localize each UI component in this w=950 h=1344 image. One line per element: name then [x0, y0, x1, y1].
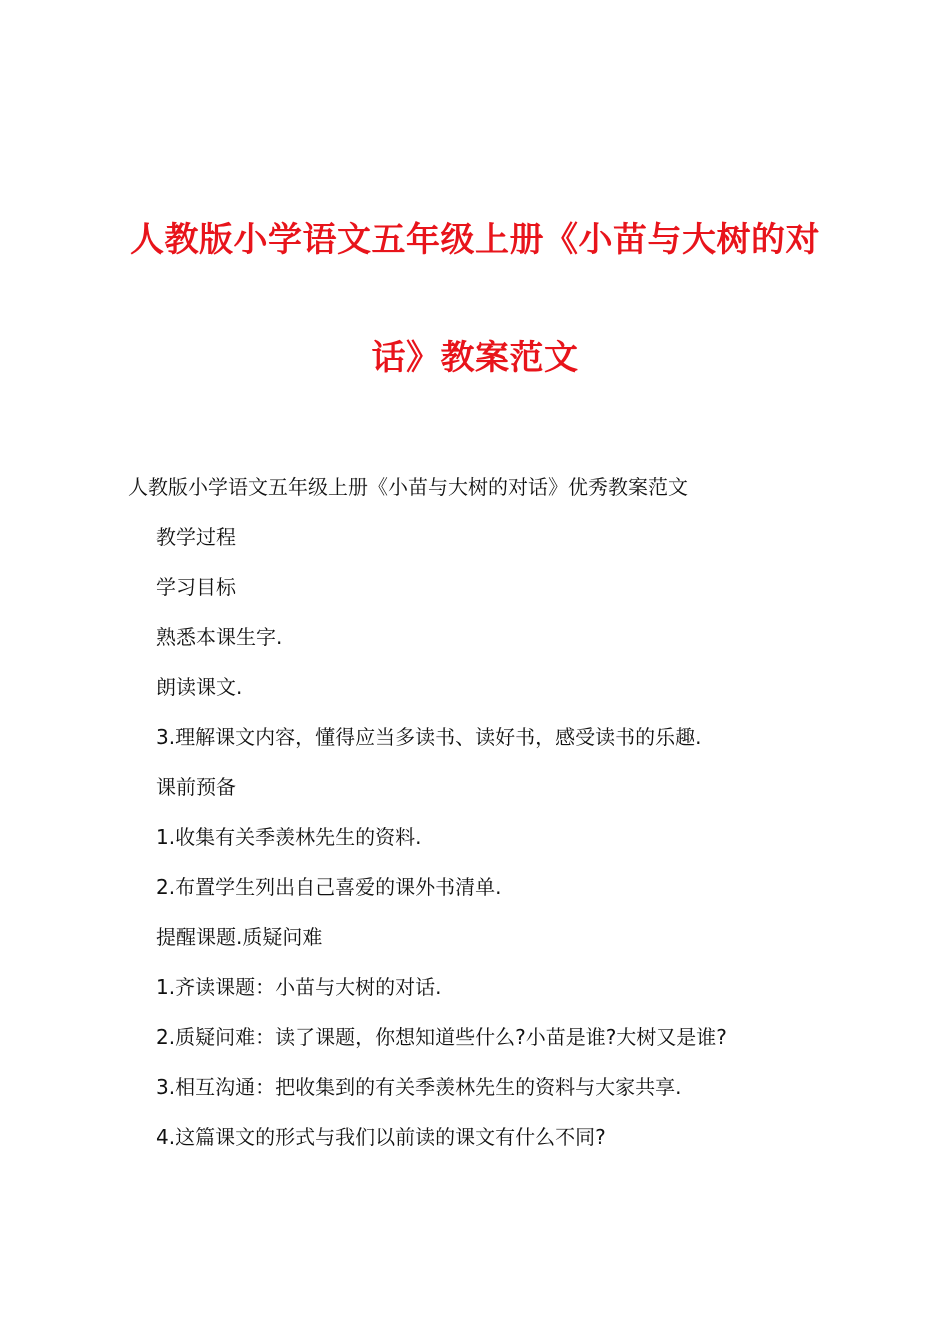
document-title-line-2: 话》教案范文 — [371, 338, 579, 378]
paragraph-intro: 人教版小学语文五年级上册《小苗与大树的对话》优秀教案范文 — [128, 475, 688, 499]
paragraph-step-1: 1.齐读课题：小苗与大树的对话. — [156, 975, 442, 999]
paragraph-step-4: 4.这篇课文的形式与我们以前读的课文有什么不同? — [156, 1125, 606, 1149]
paragraph-goal-3: 3.理解课文内容，懂得应当多读书、读好书，感受读书的乐趣. — [156, 725, 702, 749]
paragraph-preparation: 课前预备 — [156, 775, 236, 799]
paragraph-step-2: 2.质疑问难：读了课题，你想知道些什么?小苗是谁?大树又是谁? — [156, 1025, 727, 1049]
document-title-line-1: 人教版小学语文五年级上册《小苗与大树的对 — [130, 220, 820, 260]
paragraph-prep-2: 2.布置学生列出自己喜爱的课外书清单. — [156, 875, 502, 899]
paragraph-step-3: 3.相互沟通：把收集到的有关季羡林先生的资料与大家共享. — [156, 1075, 682, 1099]
paragraph-learning-goals: 学习目标 — [156, 575, 236, 599]
paragraph-teaching-process: 教学过程 — [156, 525, 236, 549]
paragraph-goal-2: 朗读课文. — [156, 675, 243, 699]
paragraph-goal-1: 熟悉本课生字. — [156, 625, 283, 649]
paragraph-topic-questions: 提醒课题.质疑问难 — [156, 925, 323, 949]
document-body — [0, 462, 950, 1162]
paragraph-prep-1: 1.收集有关季羡林先生的资料. — [156, 825, 422, 849]
